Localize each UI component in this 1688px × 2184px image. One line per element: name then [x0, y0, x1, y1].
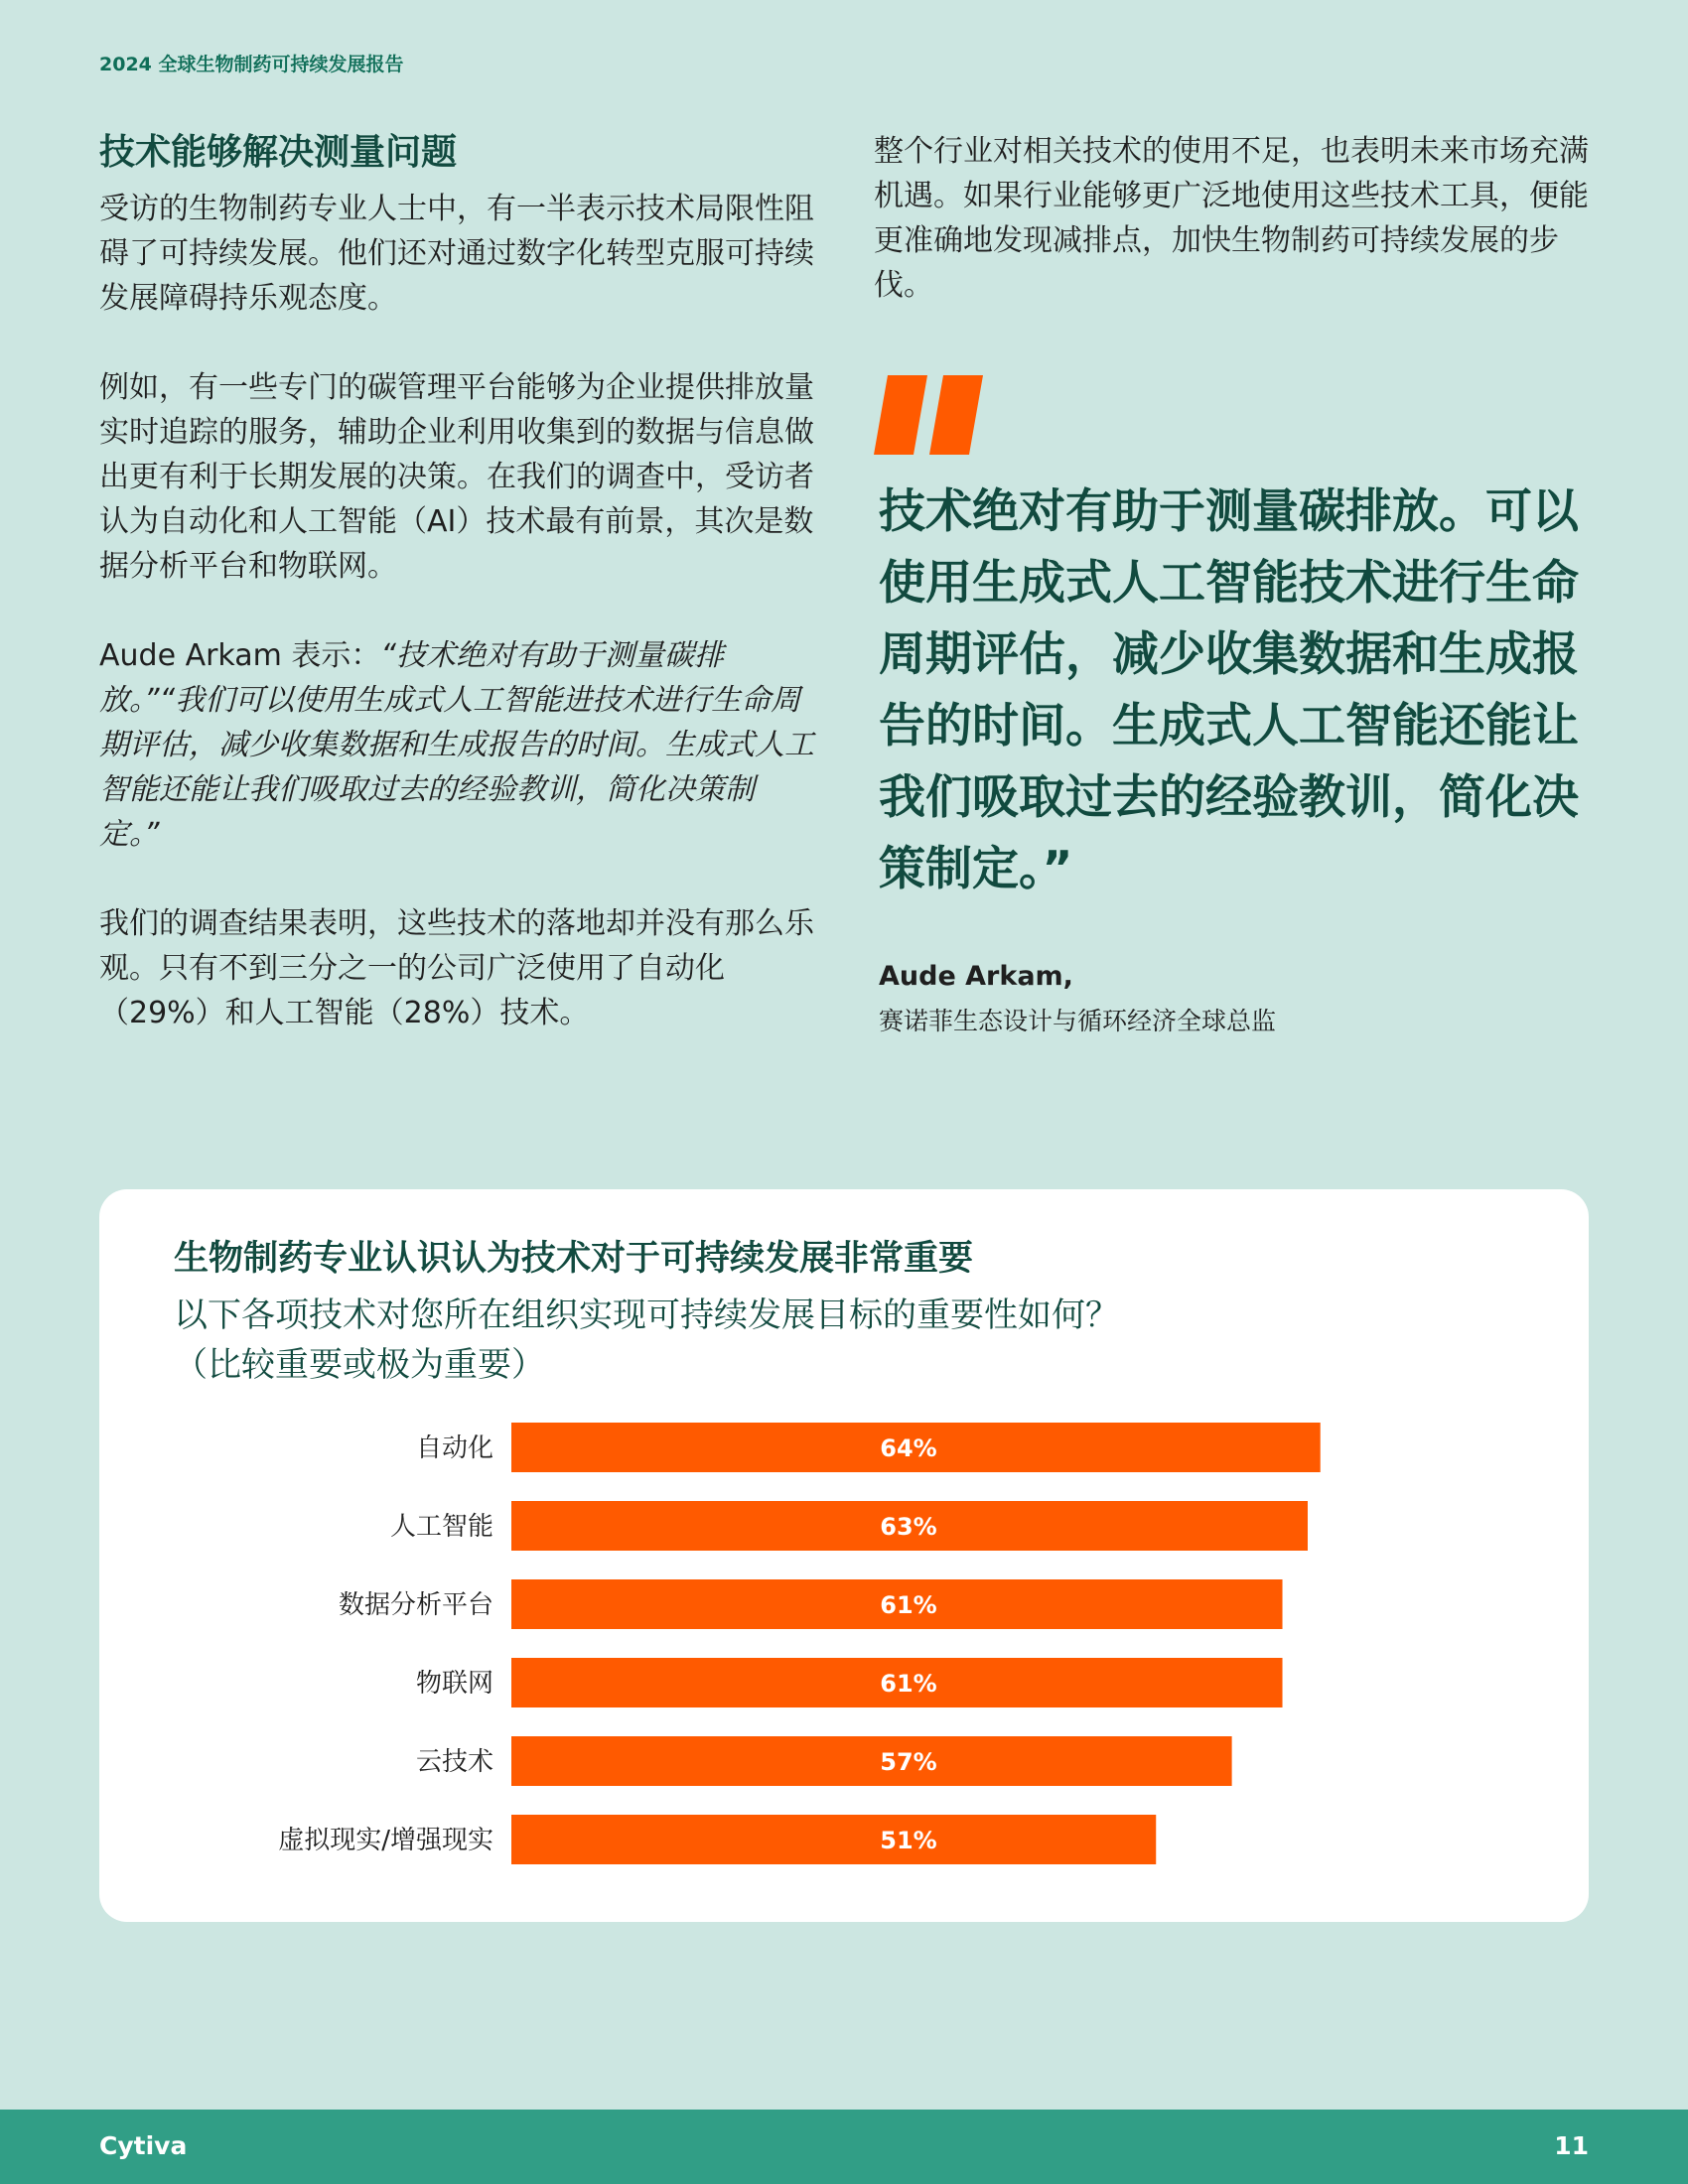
quotation-mark-icon — [874, 375, 993, 455]
chart-card — [99, 1189, 1589, 1922]
chart-subtitle-question: 以下各项技术对您所在组织实现可持续发展目标的重要性如何？ — [174, 1296, 1119, 1335]
bar-value-label: 64% — [880, 1434, 937, 1462]
chart-title: 生物制药专业认识认为技术对于可持续发展非常重要 — [174, 1239, 974, 1279]
category-label: 自动化 — [415, 1433, 493, 1463]
category-label: 物联网 — [415, 1669, 493, 1699]
paragraph-carbon-platforms: 例如，有一些专门的碳管理平台能够为企业提供排放量实时追踪的服务，辅助企业利用收集到的数据与信息做出更有利于长期发展的决策。在我们的调查中，受访者认为自动化和人工智能（AI）技术最有前景，其次是数据分析平台和物联网。 — [99, 370, 814, 584]
bar — [511, 1815, 1156, 1864]
bar-value-label: 61% — [880, 1591, 937, 1619]
footer-brand: Cytiva — [99, 2131, 188, 2160]
chart-subtitle-note: （比较重要或极为重要） — [174, 1345, 545, 1385]
category-label: 数据分析平台 — [338, 1590, 493, 1620]
bar-value-label: 51% — [880, 1827, 937, 1854]
report-running-title: 2024 全球生物制药可持续发展报告 — [99, 54, 404, 75]
paragraph-quote — [99, 633, 814, 857]
footer-bar — [0, 2110, 1688, 2184]
bar-value-label: 63% — [880, 1513, 937, 1541]
paragraph-opportunity: 整个行业对相关技术的使用不足，也表明未来市场充满机遇。如果行业能够更广泛地使用这些技术工具，便能更准确地发现减排点，加快生物制药可持续发展的步伐。 — [874, 134, 1589, 303]
left-column — [99, 129, 814, 1080]
paragraph-adoption: 我们的调查结果表明，这些技术的落地却并没有那么乐观。只有不到三分之一的公司广泛使用了自动化（29%）和人工智能（28%）技术。 — [99, 906, 814, 1030]
category-label: 人工智能 — [389, 1512, 493, 1542]
section-heading: 技术能够解决测量问题 — [99, 132, 458, 173]
quote-author-name: Aude Arkam, — [879, 961, 1073, 992]
paragraph-intro: 受访的生物制药专业人士中，有一半表示技术局限性阻碍了可持续发展。他们还对通过数字化转型克服可持续发展障碍持乐观态度。 — [99, 192, 814, 316]
bar-value-label: 61% — [880, 1670, 937, 1698]
bar-chart — [99, 1189, 1589, 1922]
quote-text: “技术绝对有助于测量碳排放。”“我们可以使用生成式人工智能进技术进行生命周期评估，减少收集数据和生成报告的时间。生成式人工智能还能让我们吸取过去的经验教训，简化决策制定。” — [99, 638, 814, 852]
page-number: 11 — [1554, 2131, 1589, 2160]
bar-value-label: 57% — [880, 1748, 937, 1776]
category-label: 虚拟现实/增强现实 — [278, 1826, 493, 1855]
bar — [511, 1736, 1232, 1786]
pull-quote: 技术绝对有助于测量碳排放。可以使用生成式人工智能技术进行生命周期评估，减少收集数据和生成报告的时间。生成式人工智能还能让我们吸取过去的经验教训，简化决策制定。” — [879, 484, 1579, 896]
quote-lead: Aude Arkam 表示： — [99, 638, 381, 673]
category-label: 云技术 — [415, 1747, 493, 1777]
right-column — [874, 129, 1589, 1037]
quote-author-role: 赛诺菲生态设计与循环经济全球总监 — [879, 1007, 1277, 1035]
